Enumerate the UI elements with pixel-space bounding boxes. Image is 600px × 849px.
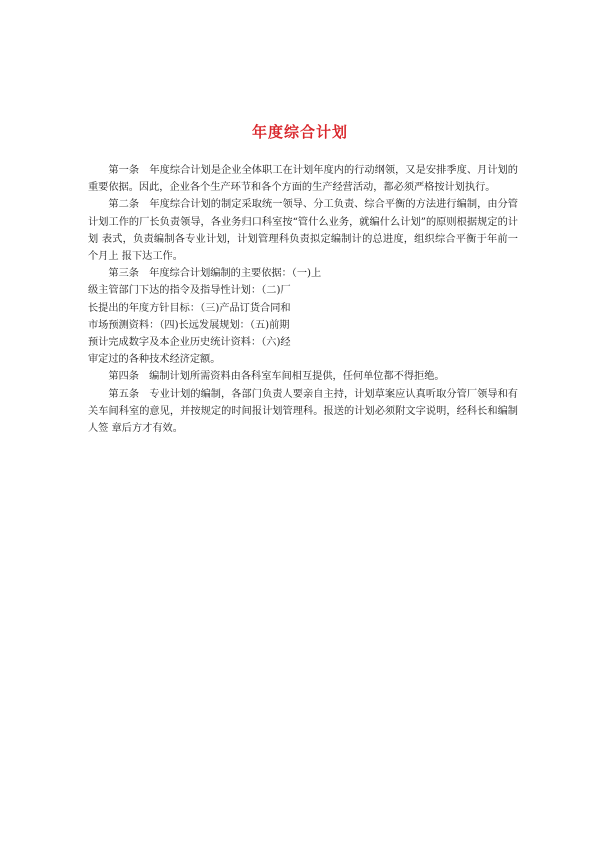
article-3-line: 长提出的年度方针目标：（三)产品订货合同和 — [88, 302, 291, 314]
article-4: 第四条 编制计划所需资料由各科室车间相互提供，任何单位都不得拒绝。 — [108, 371, 445, 383]
article-5: 第五条 专业计划的编制，各部门负责人要亲自主持，计划草案应认真听取分管厂领导和有关车间科室的意见，并按规定的时间报计划管理科。报送的计划必须附文字说明，经科长和编制人签 章后方才有效。 — [88, 388, 518, 435]
document-body — [88, 162, 518, 437]
article-3-line: 级主管部门下达的指令及指导性计划：（二)厂 — [88, 285, 291, 297]
article-1: 第一条 年度综合计划是企业全体职工在计划年度内的行动纲领，又是安排季度、月计划的重要依据。因此，企业各个生产环节和各个方面的生产经营活动，都必须严格按计划执行。 — [88, 165, 518, 194]
article-3 — [88, 265, 518, 368]
article-3-line: 第三条 年度综合计划编制的主要依据：（一)上 — [108, 268, 322, 280]
article-3-line: 市场预测资料：（四)长远发展规划：（五)前期 — [88, 319, 290, 331]
article-3-line: 预计完成数字及本企业历史统计资料：（六)经 — [88, 337, 291, 349]
article-3-line: 审定过的各种技术经济定额。 — [88, 354, 221, 366]
document-title: 年度综合计划 — [251, 123, 348, 141]
article-2: 第二条 年度综合计划的制定采取统一领导、分工负责、综合平衡的方法进行编制，由分管计划工作的厂长负责领导，各业务归口科室按“管什么业务，就编什么计划”的原则根据规定的计划 表式，负责编制各专业计划，计划管理科负责拟定编制计的总进度，组织综合平衡于年前一个月上 报下达工作。 — [88, 199, 518, 263]
